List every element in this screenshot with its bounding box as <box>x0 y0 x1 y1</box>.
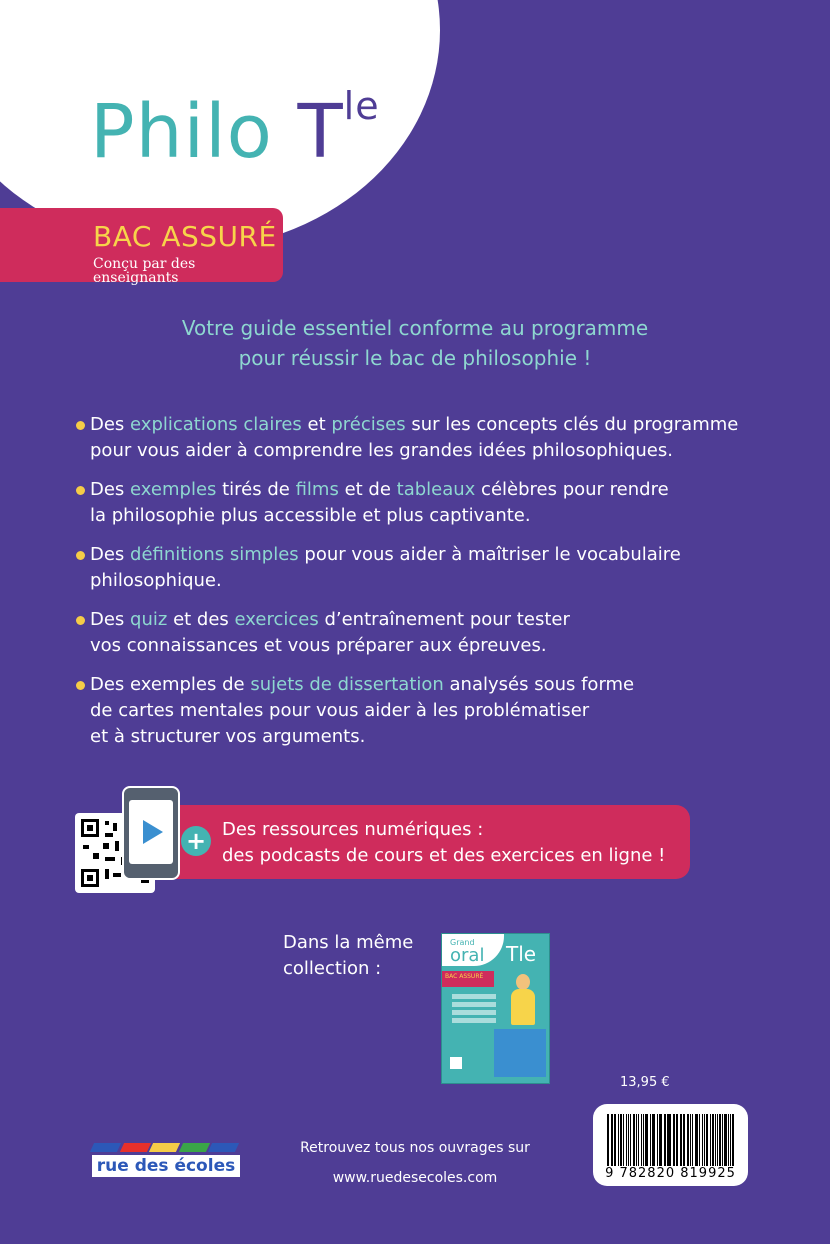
collection-line-1: Dans la même <box>283 932 414 953</box>
barcode-bars <box>607 1114 735 1166</box>
text: tirés de <box>216 479 296 500</box>
book-cover-text-lines <box>452 994 496 1026</box>
title-main: Philo <box>90 89 273 175</box>
barcode-bar <box>668 1114 670 1166</box>
publisher-logo <box>92 1143 240 1177</box>
text: d’entraînement pour tester <box>318 609 570 630</box>
book-cover-title <box>450 938 484 964</box>
footer-line-1: Retrouvez tous nos ouvrages sur <box>300 1140 530 1156</box>
book-cover-qr <box>450 1057 462 1069</box>
book-cover-big: oral <box>450 945 485 966</box>
barcode-bar <box>702 1114 703 1166</box>
text: vos connaissances et vous préparer aux épreuves. <box>90 635 547 656</box>
logo-stripe <box>208 1143 239 1152</box>
logo-stripe <box>90 1143 121 1152</box>
book-cover-badge <box>442 971 494 987</box>
barcode-bar <box>638 1114 639 1166</box>
text: et <box>301 414 332 435</box>
promo-line-1: Des ressources numériques : <box>222 819 484 840</box>
text: et à structurer vos arguments. <box>90 726 366 747</box>
text: Des <box>90 479 131 500</box>
barcode-bar <box>664 1114 666 1166</box>
barcode-bar <box>687 1114 689 1166</box>
highlight: tableaux <box>396 479 476 500</box>
digital-resources-banner <box>162 805 690 879</box>
highlight: films <box>295 479 339 500</box>
badge-subtitle: Conçu par des enseignants <box>93 256 196 286</box>
barcode-bar <box>681 1114 682 1166</box>
bullet-dot-icon <box>76 681 85 690</box>
barcode-bar <box>676 1114 678 1166</box>
barcode-bar <box>674 1114 675 1166</box>
highlight: précises <box>331 414 406 435</box>
barcode-bar <box>628 1114 629 1166</box>
text: célèbres pour rendre <box>475 479 669 500</box>
feature-item <box>76 412 776 464</box>
promo-line-2: des podcasts de cours et des exercices en ligne ! <box>222 845 666 866</box>
barcode-bar <box>618 1114 619 1166</box>
price: 13,95 € <box>620 1075 670 1090</box>
bullet-dot-icon <box>76 616 85 625</box>
barcode-bar <box>706 1114 708 1166</box>
bullet-dot-icon <box>76 421 85 430</box>
feature-item <box>76 477 776 529</box>
barcode-bar <box>650 1114 651 1166</box>
book-title <box>90 84 380 175</box>
book-cover-badge-text: BAC ASSURÉ <box>445 973 484 980</box>
barcode-number: 9 782820 819925 <box>605 1166 736 1181</box>
barcode-bar <box>659 1114 660 1166</box>
book-cover-header <box>442 934 504 966</box>
collection-line-2: collection : <box>283 958 382 979</box>
phone-icon <box>122 786 180 880</box>
barcode-bar <box>641 1114 642 1166</box>
book-cover-box <box>494 1029 546 1077</box>
barcode-bar <box>620 1114 622 1166</box>
barcode-bar <box>626 1114 627 1166</box>
logo-text: rue des écoles <box>92 1155 240 1177</box>
badge-title: BAC ASSURÉ <box>93 220 277 253</box>
text: la philosophie plus accessible et plus captivante. <box>90 505 531 526</box>
logo-stripe <box>119 1143 150 1152</box>
book-cover-level: Tle <box>506 942 537 966</box>
book-cover-person <box>508 974 538 1026</box>
barcode-bar <box>722 1114 723 1166</box>
feature-item <box>76 607 776 659</box>
barcode-bar <box>653 1114 655 1166</box>
text: philosophique. <box>90 570 222 591</box>
barcode-bar <box>652 1114 653 1166</box>
bullet-dot-icon <box>76 551 85 560</box>
barcode-bar <box>614 1114 616 1166</box>
barcode-bar <box>717 1114 718 1166</box>
text: Des <box>90 609 131 630</box>
play-icon <box>143 820 163 844</box>
barcode-bar <box>690 1114 691 1166</box>
barcode-bar <box>692 1114 693 1166</box>
text: Des exemples de <box>90 674 251 695</box>
barcode-bar <box>673 1114 674 1166</box>
barcode-bar <box>660 1114 662 1166</box>
bullet-dot-icon <box>76 486 85 495</box>
barcode-bar <box>633 1114 635 1166</box>
feature-list <box>76 412 776 763</box>
highlight: exemples <box>130 479 217 500</box>
promo-text <box>222 817 665 869</box>
related-book-cover[interactable] <box>441 933 550 1084</box>
text: Des <box>90 544 131 565</box>
website-link[interactable]: www.ruedesecoles.com <box>332 1170 498 1186</box>
bac-assure-badge <box>0 208 283 286</box>
text: de cartes mentales pour vous aider à les problématiser <box>90 700 590 721</box>
intro-text <box>90 313 740 373</box>
logo-stripes <box>92 1143 240 1152</box>
footer-text <box>300 1133 530 1193</box>
highlight: explications claires <box>130 414 302 435</box>
feature-item <box>76 672 776 750</box>
barcode-bar <box>643 1114 645 1166</box>
plus-icon: + <box>181 826 211 856</box>
barcode-bar <box>730 1114 731 1166</box>
logo-stripe <box>179 1143 210 1152</box>
highlight: exercices <box>234 609 319 630</box>
text: analysés sous forme <box>443 674 635 695</box>
text: Des <box>90 414 131 435</box>
barcode-bar <box>657 1114 658 1166</box>
barcode-bar <box>667 1114 668 1166</box>
barcode-bar <box>607 1114 609 1166</box>
barcode-bar <box>699 1114 701 1166</box>
barcode-bar <box>611 1114 612 1166</box>
text: et des <box>167 609 235 630</box>
barcode-bar <box>710 1114 711 1166</box>
barcode-bar <box>728 1114 729 1166</box>
title-t: T <box>297 89 344 175</box>
collection-label <box>283 930 413 982</box>
highlight: sujets de dissertation <box>250 674 444 695</box>
barcode-bar <box>724 1114 726 1166</box>
barcode-bar <box>630 1114 631 1166</box>
barcode-bar <box>683 1114 685 1166</box>
text: pour vous aider à maîtriser le vocabulaire <box>298 544 681 565</box>
logo-stripe <box>149 1143 180 1152</box>
highlight: définitions simples <box>130 544 299 565</box>
book-cover-small: Grand <box>450 938 475 947</box>
barcode-bar <box>712 1114 714 1166</box>
barcode-bar <box>623 1114 625 1166</box>
barcode-bar <box>636 1114 638 1166</box>
feature-item <box>76 542 776 594</box>
barcode-bar <box>715 1114 716 1166</box>
text: pour vous aider à comprendre les grandes idées philosophiques. <box>90 440 673 461</box>
highlight: quiz <box>130 609 168 630</box>
title-sup: le <box>343 84 380 128</box>
barcode-bar <box>680 1114 681 1166</box>
barcode-bar <box>719 1114 721 1166</box>
intro-line-2: pour réussir le bac de philosophie ! <box>238 346 592 370</box>
barcode-bar <box>732 1114 734 1166</box>
barcode-bar <box>645 1114 647 1166</box>
text: et de <box>338 479 397 500</box>
barcode-bar <box>612 1114 613 1166</box>
phone-screen <box>129 800 173 864</box>
barcode-bar <box>696 1114 698 1166</box>
intro-line-1: Votre guide essentiel conforme au programme <box>181 316 649 340</box>
barcode-bar <box>704 1114 705 1166</box>
text: sur les concepts clés du programme <box>405 414 739 435</box>
barcode-bar <box>695 1114 696 1166</box>
barcode <box>593 1104 748 1186</box>
